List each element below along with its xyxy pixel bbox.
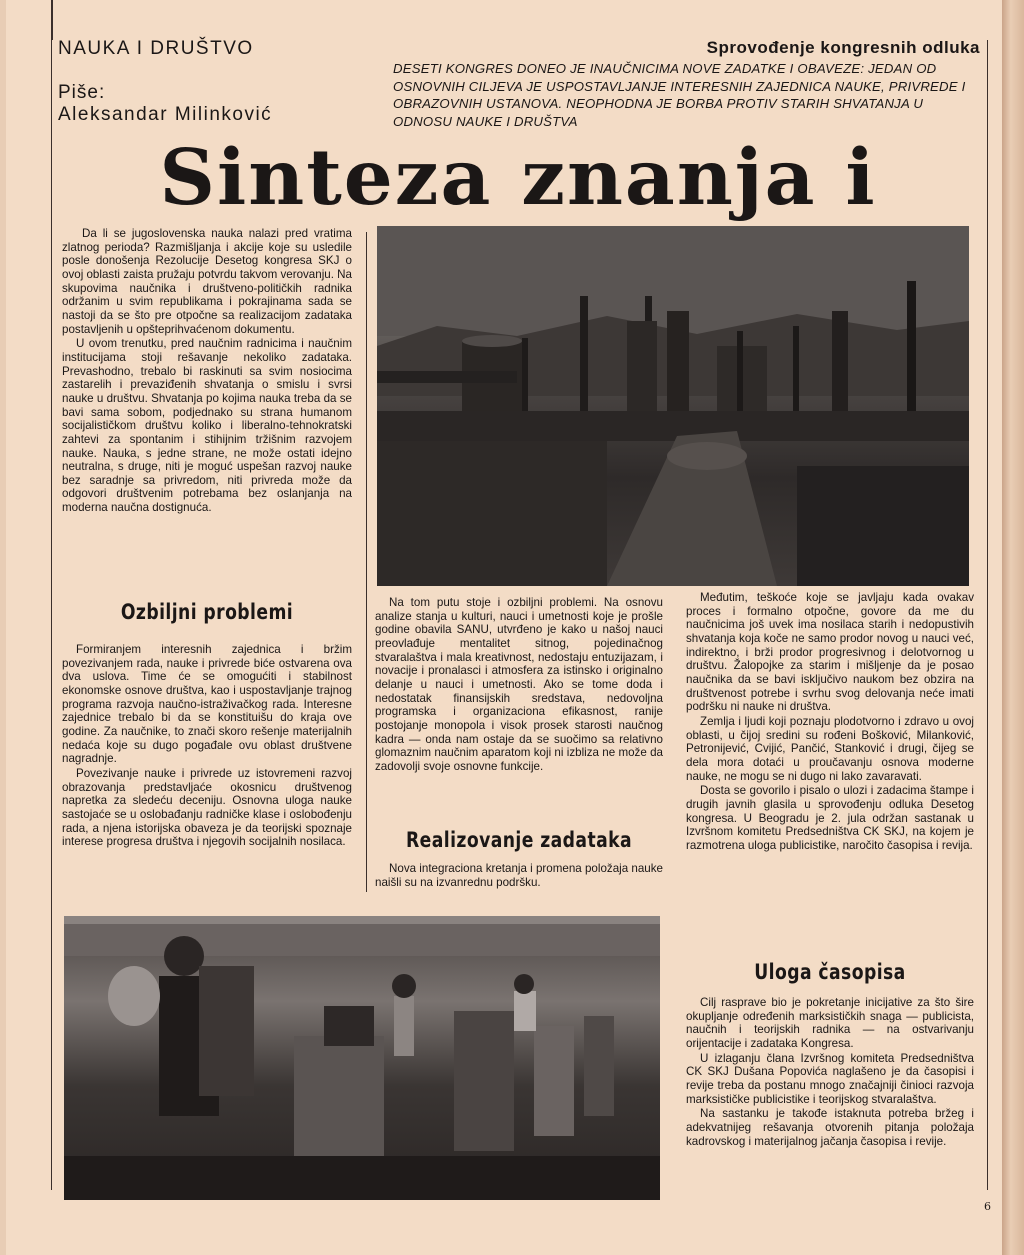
kicker: Sprovođenje kongresnih odluka: [706, 38, 980, 57]
paragraph: Na sastanku je takođe istaknuta potreba bržeg i adekvatnijeg rešavanja otvorenih pitanja položaja kadrovskog i materijalnog jačanja časopisa i revije.: [686, 1107, 974, 1148]
byline-label: Piše:: [58, 82, 106, 103]
section-label: NAUKA I DRUŠTVO: [58, 38, 254, 59]
paragraph: Zemlja i ljudi koji poznaju plodotvorno i zdravo u ovoj oblasti, u čijoj sredini su rođeni Bošković, Milanković, Petronijević, Cvijić, Pančić, Stanković i drugi, čijeg se dela mora dotaći u proučavanju osnova moderne nauke, ne mogu se ni dugo ni lako zavaravati.: [686, 714, 974, 783]
paragraph: Nova integraciona kretanja i promena položaja nauke naišli su na izvanrednu podršku.: [375, 862, 663, 889]
paragraph: Na tom putu stoje i ozbiljni problemi. Na osnovu analize stanja u kulturi, nauci i umetnosti koje je prošle godine obavila SANU, utvrđeno je kako u našoj nauci preovlađuje mentalitet sitnog, pojedinačnog stvaralaštva i mala kreativnost, nedostaju entuzijazam, i novacije i pronalasci i atmosfera za istinsko i originalno delanje u nauci i umetnosti. Ako se tome doda i nedostatak finansijskih sredstava, nedovoljna programska i organizaciona efikasnost, ranije postojanje monopola i visok prosek starosti naučnog kadra — onda nam ostaje da se suočimo sa relativno glomaznim naučnim aparatom koji ni izbliza ne može da zadovolji svoje osnovne funkcije.: [375, 596, 663, 773]
frame-rule-left: [51, 40, 52, 1190]
deck: DESETI KONGRES DONEO JE INAUČNICIMA NOVE ZADATKE I OBAVEZE: JEDAN OD OSNOVNIH CILJEVA JE USPOSTAVLJANJE INTERESNIH ZAJEDNICA NAUKE, PRIVREDE I OBRAZOVNIH USTANOVA. NEOPHODNA JE BORBA PROTIV STARIH SHVATANJA U ODNOSU NAUKE I DRUŠTVA: [393, 61, 966, 129]
article-column-3: [686, 591, 974, 853]
workshop-photo: [64, 916, 660, 1200]
paragraph: U izlaganju člana Izvršnog komiteta Predsedništva CK SKJ Dušana Popovića naglašeno je da časopisi i revije treba da postanu mnogo značajniji činioci razvoja marksističke publicistike i teorijskog stvaralaštva.: [686, 1051, 974, 1106]
article-column-1-continued: [62, 643, 352, 850]
paragraph: Međutim, teškoće koje se javljaju kada ovakav proces i formalno otpočne, govore da me du naučnicima još uvek ima nosilaca starih i nedopustivih shvatanja koja koče ne samo prodor novog u nauci već, indirektno, i brži prodor progresivnog i delotvornog u društvu. Žalopojke za starim i mišljenje da je posao naučnika da se bavi isključivo naukom bez obzira na društvenost potrebe i svrhu svog delovanja neće imati podršku ni nauke ni društva.: [686, 591, 974, 714]
frame-rule-right: [987, 40, 988, 1190]
column-rule: [366, 232, 367, 892]
article-column-3-continued: [686, 996, 974, 1149]
paragraph: U ovom trenutku, pred naučnim radnicima i naučnim institucijama stoji rešavanje nekoliko zadataka. Prevashodno, trebalo bi raskinuti sa svim nosiocima zastarelih i prevaziđenih shvatanja o smislu i svrsi nauke u društvu. Shvatanja po kojima nauka treba da se bavi sama sobom, podjednako su strana humanom socijalističkom društvu koliko i liberalno-tehnokratski zahtevi za spontanim i stihijnim tržišnim razvojem nauke. Nauka, s jedne strane, ne može ostati idejno neutralna, s druge, niti je moguć uspešan razvoj nauke bez saradnje sa privredom, niti privreda može da odgovori društvenim potrebama bez oslanjanja na moderna naučna dostignuća.: [62, 337, 352, 515]
author-name: Aleksandar Milinković: [58, 104, 273, 125]
paragraph: Da li se jugoslovenska nauka nalazi pred vratima zlatnog perioda? Razmišljanja i akcije koje su usledile posle donošenja Rezolucije Desetog kongresa SKJ o ovoj oblasti zaista pružaju potvrdu takvom verovanju. Na skupovima naučnika i društveno-političkih radnika održanim u svim republikama i pokrajinama sada se nastoji da se što pre otpočne sa realizacijom zadataka postavljenih u opšteprihvaćenom dokumentu.: [62, 227, 352, 336]
industrial-plant-photo: [377, 226, 969, 586]
page-fold-shadow: [1002, 0, 1024, 1255]
headline: Sinteza znanja i: [159, 133, 877, 223]
article-column-2: [375, 596, 663, 775]
article-column-2-continued: [375, 862, 663, 890]
page-number: 6: [984, 1200, 991, 1213]
frame-rule-top: [51, 0, 53, 40]
subhead-task-realization: Realizovanje zadataka: [405, 828, 633, 852]
industrial-plant-illustration: [377, 226, 969, 586]
subhead-role-of-journals: Uloga časopisa: [754, 960, 906, 984]
paragraph: Cilj rasprave bio je pokretanje inicijative za što šire okupljanje određenih marksističkih snaga — publicista, naučnih i teorijskih radnika — na ostvarivanju orijentacije i zadataka Kongresa.: [686, 996, 974, 1050]
paragraph: Povezivanje nauke i privrede uz istovremeni razvoj obrazovanja predstavljaće okosnicu društvenog napretka za sledeću deceniju. Osnovna uloga nauke sastojaće se u oslobađanju radničke klase i oslobođenju rada, a njena istorijska obaveza je da teorijski spoznaje interese progresa društva i njegovih socijalnih nosilaca.: [62, 766, 352, 849]
subhead-serious-problems: Ozbiljni problemi: [120, 600, 294, 624]
article-column-1: [62, 227, 352, 516]
page-edge: [0, 0, 6, 1255]
paragraph: Dosta se govorilo i pisalo o ulozi i zadacima štampe i drugih javnih glasila u sprovođenju odluka Desetog kongresa. U Beogradu je 2. jula održan sastanak u Izvršnom komitetu Predsedništva CK SKJ, na kojem je razmotrena uloga publicistike, naročito časopisa i revija.: [686, 784, 974, 852]
workshop-illustration: [64, 916, 660, 1200]
paragraph: Formiranjem interesnih zajednica i bržim povezivanjem rada, nauke i privrede biće ostvarena ova dva uslova. Time će se omogućiti i stabilnost ekonomske osnove društva, kao i uspostavljanje trajnog programa razvoja naučno-istraživačkog rada. Interesne zajednice trebalo bi da se konstituišu do kraja ove godine. Za naučnike, to znači skoro rešenje materijalnih nedaća koje su dugo pogađale ovu oblast društvene nagradnje.: [62, 643, 352, 766]
